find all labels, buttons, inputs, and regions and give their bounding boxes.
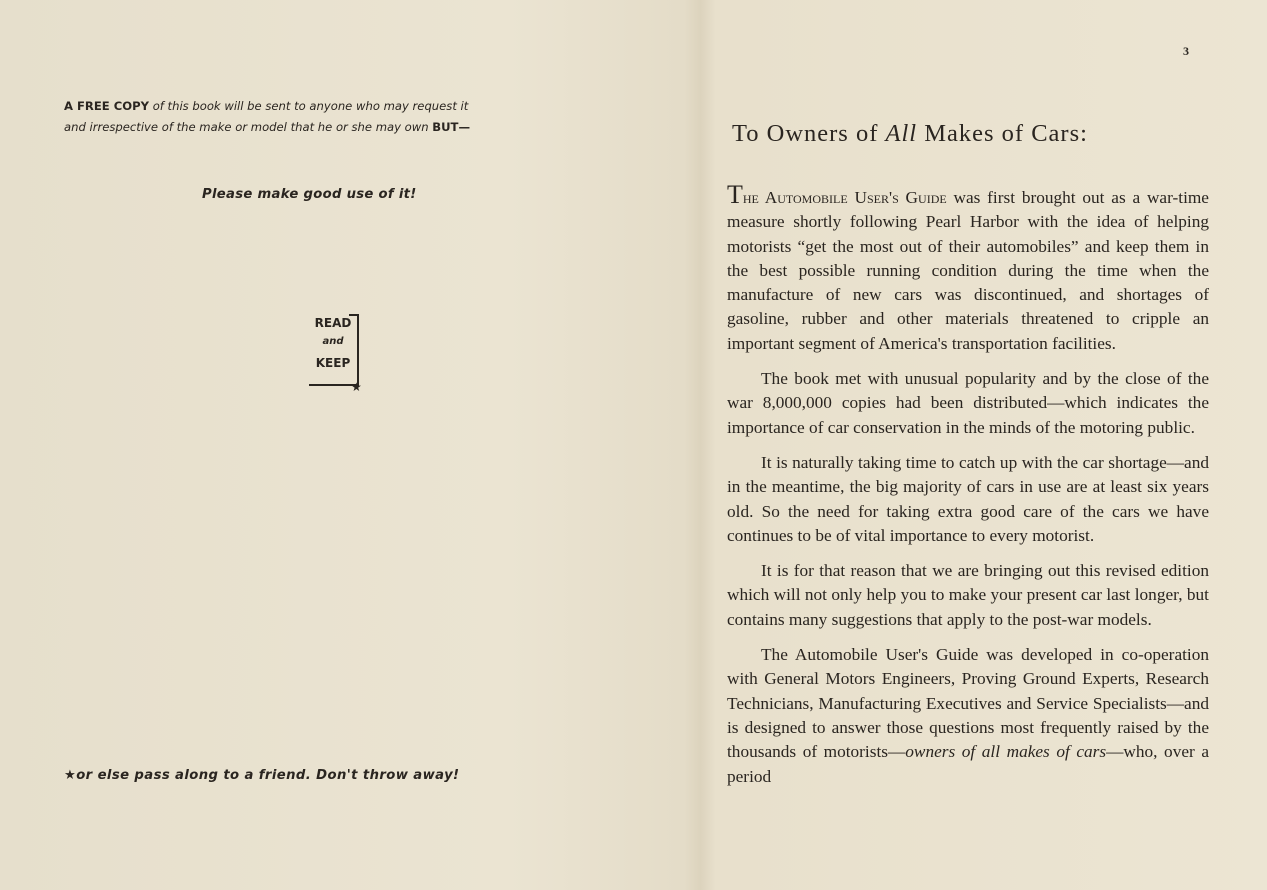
- page-number: 3: [1183, 44, 1189, 58]
- paragraph-5-text-before: The Automobile User's Guide was developed in co-operation with General Motors Engineers, Proving Ground Experts, Research Technicians, Manufacturing Executives and Service Specialists—and is designed to answer those questions most frequently raised by the thousands of motorists—: [727, 645, 1209, 762]
- body-text: [727, 180, 1209, 800]
- paragraph-5-text-after: —who, over a period: [727, 742, 1209, 786]
- paragraph-5-emphasis: owners of all makes of cars: [905, 742, 1107, 762]
- pass-along-note: ★or else pass along to a friend. Don't throw away!: [64, 768, 460, 783]
- badge-and: and: [322, 336, 344, 347]
- badge-rule-right: [357, 314, 359, 384]
- paragraph-5: [727, 643, 1209, 789]
- star-icon: ★: [351, 380, 362, 394]
- free-copy-but: BUT—: [432, 120, 471, 134]
- paragraph-3: It is naturally taking time to catch up with the car shortage—and in the meantime, the big majority of cars in use are at least six years old. So the need for taking extra good care of the cars we have continues to be of vital importance to every motorist.: [727, 452, 1209, 545]
- paragraph-1: [727, 180, 1209, 356]
- badge-keep: KEEP: [315, 356, 351, 370]
- free-copy-lead: A FREE COPY: [64, 99, 149, 113]
- free-copy-text-2: and irrespective of the make or model that he or she may own: [64, 120, 429, 134]
- paragraph-2: The book met with unusual popularity and by the close of the war 8,000,000 copies had been distributed—which indicates the importance of car conservation in the minds of the motoring public.: [727, 369, 1209, 437]
- paragraph-1-text: was first brought out as a war-time measure shortly following Pearl Harbor with the idea of helping motorists “get the most out of their automobiles” and keep them in the best possible running condition during the time when the manufacture of new cars was discontinued, and shortages of gasoline, rubber and other materials threatened to cripple an important segment of America's transportation facilities.: [727, 188, 1209, 353]
- please-use-line: Please make good use of it!: [202, 187, 417, 202]
- free-copy-text-1: of this book will be sent to anyone who may request it: [152, 99, 469, 113]
- paragraph-4: It is for that reason that we are bringing out this revised edition which will not only help you to make your present car last longer, but contains many suggestions that apply to the post-war models.: [727, 561, 1209, 629]
- badge-read: READ: [314, 316, 352, 330]
- title-part-1: To Owners of: [732, 120, 879, 147]
- free-copy-notice: [64, 96, 584, 138]
- right-page: [700, 0, 1267, 890]
- read-and-keep-badge: [309, 314, 362, 394]
- book-title-smallcaps: he Automobile User's Guide: [742, 188, 947, 207]
- title-emphasis: All: [885, 120, 918, 147]
- page-title: [732, 120, 1088, 148]
- drop-cap: T: [727, 180, 743, 209]
- title-part-2: Makes of Cars:: [924, 120, 1088, 147]
